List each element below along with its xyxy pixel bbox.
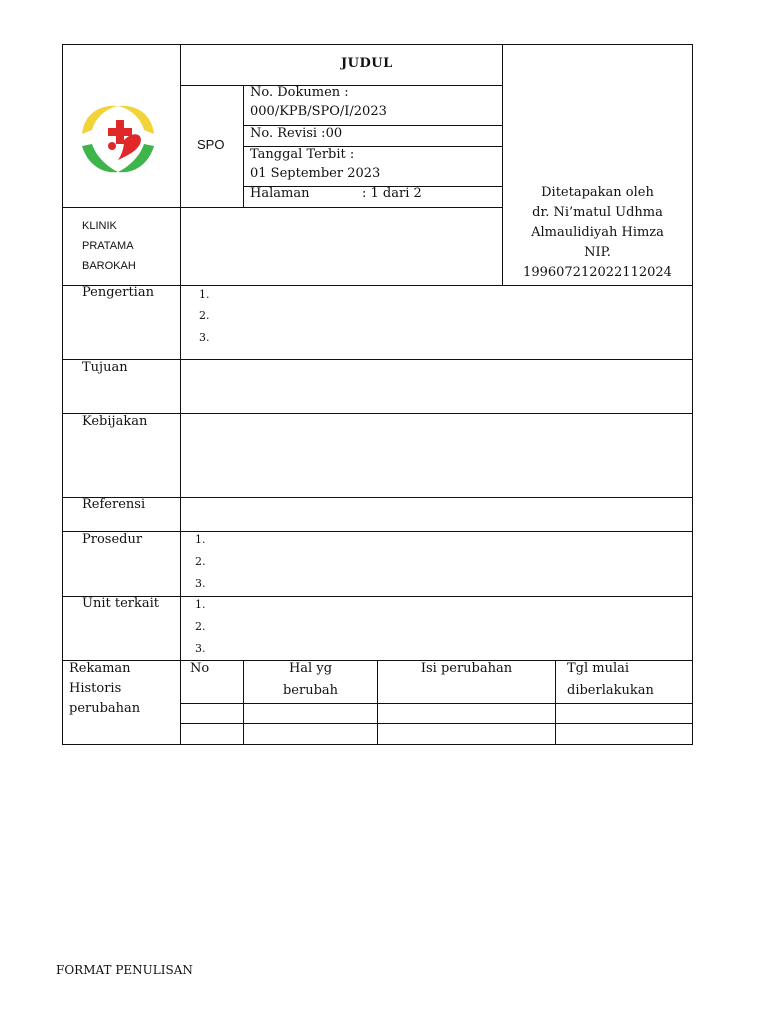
header-divider <box>62 207 503 208</box>
prosedur-item-1: 1. <box>195 533 206 546</box>
ditetapkan-line-2: dr. Ni’matul Udhma <box>532 205 663 220</box>
tujuan-label: Tujuan <box>82 360 128 375</box>
ditetapkan-block <box>503 183 692 283</box>
pengertian-label: Pengertian <box>82 285 154 300</box>
spo-label: SPO <box>197 137 225 152</box>
row-line-kebijakan <box>62 413 693 414</box>
revisi-text: No. Revisi :00 <box>250 126 343 141</box>
row-line-prosedur <box>62 531 693 532</box>
history-header-line <box>180 703 693 704</box>
prosedur-item-3: 3. <box>195 577 206 590</box>
prosedur-label: Prosedur <box>82 532 143 547</box>
pengertian-item-3: 3. <box>199 331 210 344</box>
unit-item-3: 3. <box>195 642 206 655</box>
document-title: JUDUL <box>341 56 393 71</box>
ditetapkan-line-5: 199607212022112024 <box>523 265 672 280</box>
row-line-pengertian <box>62 285 693 286</box>
pengertian-item-1: 1. <box>199 288 210 301</box>
history-label-line-3: perubahan <box>69 701 141 716</box>
kebijakan-label: Kebijakan <box>82 414 148 429</box>
row-line-referensi <box>62 497 693 498</box>
history-col-divider-3 <box>555 660 556 745</box>
label-column-divider <box>180 44 181 745</box>
clinic-logo-icon <box>78 100 158 180</box>
unit-terkait-label: Unit terkait <box>82 596 159 611</box>
halaman-value: : 1 dari 2 <box>362 186 422 201</box>
table-border-right <box>692 44 693 745</box>
doc-no-value: 000/KPB/SPO/I/2023 <box>250 104 387 119</box>
unit-item-2: 2. <box>195 620 206 633</box>
row-line-tujuan <box>62 359 693 360</box>
table-border-top <box>62 44 693 45</box>
history-label-line-1: Rekaman <box>69 661 131 676</box>
history-col-tgl-line-1: Tgl mulai <box>567 661 630 676</box>
history-col-no: No <box>190 661 210 676</box>
clinic-name-line-1: KLINIK <box>82 220 117 232</box>
history-row-line <box>180 723 693 724</box>
tanggal-value: 01 September 2023 <box>250 166 381 181</box>
history-col-hal-line-1: Hal yg <box>288 661 333 676</box>
ditetapkan-line-1: Ditetapakan oleh <box>541 185 654 200</box>
history-col-isi: Isi perubahan <box>420 661 513 676</box>
format-penulisan-caption: FORMAT PENULISAN <box>56 963 193 977</box>
history-col-tgl-line-2: diberlakukan <box>567 683 654 698</box>
halaman-label: Halaman <box>250 186 310 201</box>
clinic-name-line-2: PRATAMA <box>82 240 134 252</box>
history-label-line-2: Historis <box>69 681 122 696</box>
clinic-name-line-3: BAROKAH <box>82 260 136 272</box>
ditetapkan-line-4: NIP. <box>584 245 611 260</box>
prosedur-item-2: 2. <box>195 555 206 568</box>
table-border-left <box>62 44 63 745</box>
history-col-hal-line-2: berubah <box>282 683 339 698</box>
pengertian-item-2: 2. <box>199 309 210 322</box>
referensi-label: Referensi <box>82 497 146 512</box>
ditetapkan-line-3: Almaulidiyah Himza <box>531 225 664 240</box>
doc-no-label: No. Dokumen : <box>250 85 349 100</box>
unit-item-1: 1. <box>195 598 206 611</box>
tanggal-label: Tanggal Terbit : <box>250 147 355 162</box>
